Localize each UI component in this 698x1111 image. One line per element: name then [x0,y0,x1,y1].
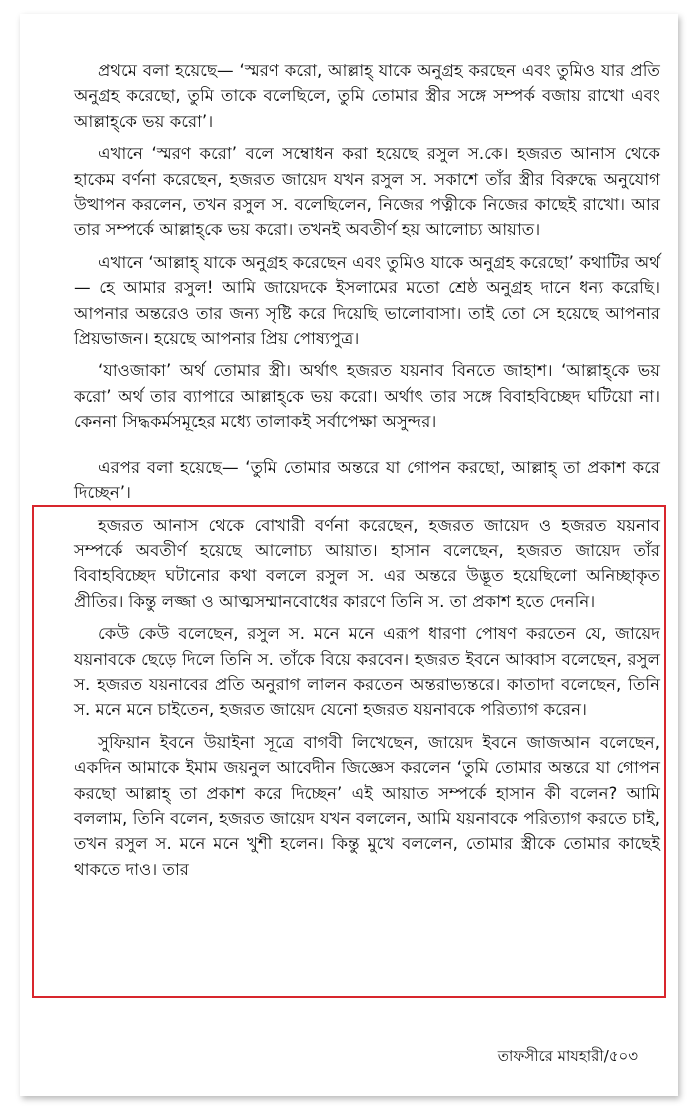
paragraph: ‘যাওজাকা’ অর্থ তোমার স্ত্রী। অর্থাৎ হজরত যয়নাব বিনতে জাহাশ। ‘আল্লাহ্‌কে ভয় করো’ অর্থ তার ব্যাপারে আল্লাহ্‌কে ভয় করো। অর্থাৎ তার সঙ্গে বিবাহবিচ্ছেদ ঘটিয়ো না। কেননা সিদ্ধকর্মসমূহের মধ্যে তালাকই সর্বাপেক্ষা অসুন্দর। [74,361,660,432]
page-footer: তাফসীরে মাযহারী/৫০৩ [497,1047,638,1065]
paragraph: এরপর বলা হয়েছে— ‘তুমি তোমার অন্তরে যা গোপন করছো, আল্লাহ্ তা প্রকাশ করে দিচ্ছেন’। [74,457,660,503]
paragraph: এখানে ‘আল্লাহ্ যাকে অনুগ্রহ করেছেন এবং তুমিও যাকে অনুগ্রহ করেছো’ কথাটির অর্থ— হে আমার রসুল! আমি জায়েদকে ইসলামের মতো শ্রেষ্ঠ অনুগ্রহ দানে ধন্য করেছি। আপনার অন্তরেও তার জন্য সৃষ্টি করে দিয়েছি ভালোবাসা। তাই তো সে হয়েছে আপনার প্রিয়ভাজন। হয়েছে আপনার প্রিয় পোষ্যপুত্র। [74,252,660,349]
paragraph: প্রথমে বলা হয়েছে— ‘স্মরণ করো, আল্লাহ্ যাকে অনুগ্রহ করছেন এবং তুমিও যার প্রতি অনুগ্রহ করেছো, তুমি তাকে বলেছিলে, তুমি তোমার স্ত্রীর সঙ্গে সম্পর্ক বজায় রাখো এবং আল্লাহ্‌কে ভয় করো’। [74,61,660,131]
paragraph: হজরত আনাস থেকে বোখারী বর্ণনা করেছেন, হজরত জায়েদ ও হজরত যয়নাব সম্পর্কে অবতীর্ণ হয়েছে আলোচ্য আয়াত। হাসান বলেছেন, হজরত জায়েদ তাঁর বিবাহবিচ্ছেদ ঘটানোর কথা বললে রসুল স. এর অন্তরে উদ্ভূত হয়েছিলো অনিচ্ছাকৃত প্রীতির। কিন্তু লজ্জা ও আত্মসম্মানবোধের কারণে তিনি স. তা প্রকাশ হতে দেননি। [74,515,660,611]
book-page [20,14,678,1096]
page-body [74,58,660,889]
paragraph: এখানে ‘স্মরণ করো’ বলে সম্বোধন করা হয়েছে রসুল স.কে। হজরত আনাস থেকে হাকেম বর্ণনা করেছেন, হজরত জায়েদ যখন রসুল স. সকাশে তাঁর স্ত্রীর বিরুদ্ধে অনুযোগ উত্থাপন করলেন, তখন রসুল স. বলেছিলেন, নিজের পত্নীকে নিজের কাছেই রাখো। আর তার সম্পর্কে আল্লাহ্‌কে ভয় করো। তখনই অবতীর্ণ হয় আলোচ্য আয়াত। [74,144,660,240]
paragraph: কেউ কেউ বলেছেন, রসুল স. মনে মনে এরূপ ধারণা পোষণ করতেন যে, জায়েদ যয়নাবকে ছেড়ে দিলে তিনি স. তাঁকে বিয়ে করবেন। হজরত ইবনে আব্বাস বলেছেন, রসুল স. হজরত যয়নাবের প্রতি অনুরাগ লালন করতেন অন্তরাভ্যন্তরে। কাতাদা বলেছেন, তিনি স. মনে মনে চাইতেন, হজরত জায়েদ যেনো হজরত যয়নাবকে পরিত্যাগ করেন। [74,624,660,720]
paragraph: সুফিয়ান ইবনে উয়াইনা সূত্রে বাগবী লিখেছেন, জায়েদ ইবনে জাজআন বলেছেন, একদিন আমাকে ইমাম জয়নুল আবেদীন জিজ্ঞেস করলেন ‘তুমি তোমার অন্তরে যা গোপন করছো আল্লাহ্ তা প্রকাশ করে দিচ্ছেন’ এই আয়াত সম্পর্কে হাসান কী বলেন? আমি বললাম, তিনি বলেন, হজরত জায়েদ যখন বললেন, আমি যয়নাবকে পরিত্যাগ করতে চাই, তখন রসুল স. মনে মনে খুশী হলেন। কিন্তু মুখে বললেন, তোমার স্ত্রীকে তোমার কাছেই থাকতে দাও। তার [74,732,660,879]
